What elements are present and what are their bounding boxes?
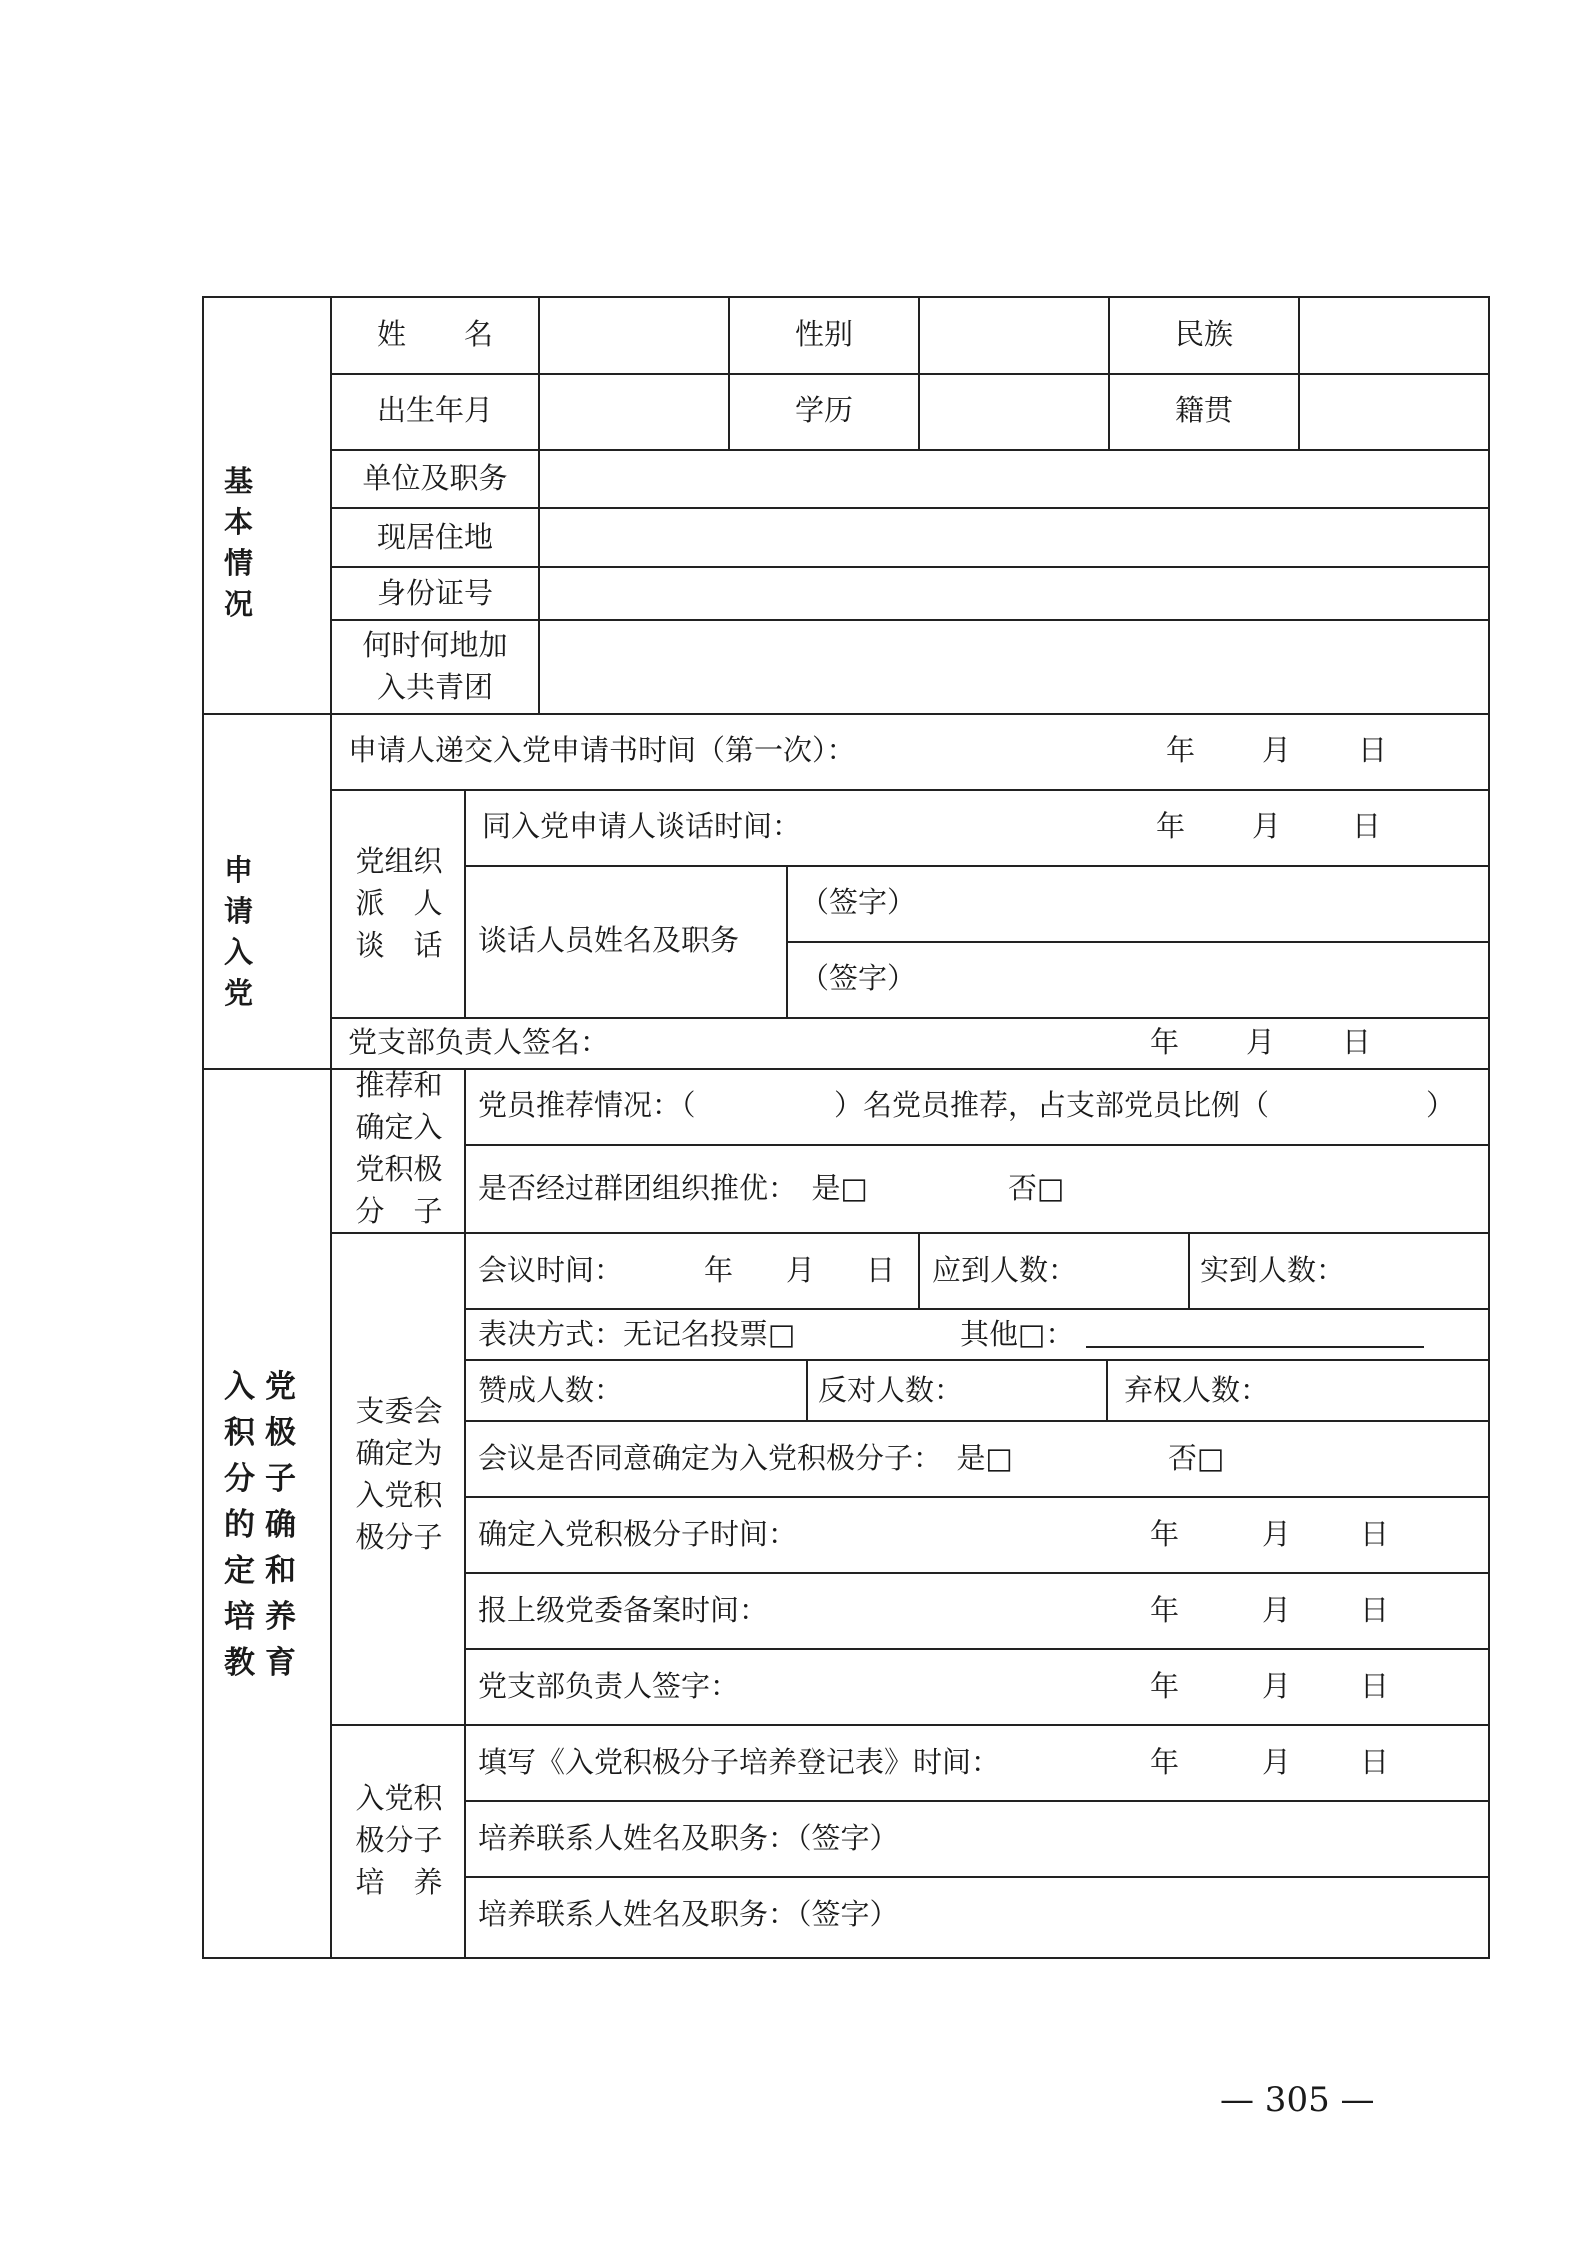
date-year: 年: [1150, 1517, 1180, 1551]
date-month: 月: [786, 1253, 816, 1287]
birth-label: 出生年月: [376, 393, 493, 427]
date-year: 年: [1150, 1025, 1180, 1059]
date-day: 日: [1342, 1025, 1372, 1059]
submit-time-label: 申请人递交入党申请书时间（第一次）：: [348, 733, 856, 767]
date-month: 月: [1262, 1593, 1292, 1627]
table-border-right: [1488, 296, 1490, 1959]
youth-league-label-line: 何时何地加: [362, 628, 508, 662]
date-day: 日: [1360, 1745, 1390, 1779]
recommend-label-line: 党积极: [355, 1152, 443, 1186]
row-line: [464, 1420, 1490, 1422]
actual-count-label: 实到人数：: [1200, 1253, 1346, 1287]
section-char: 定: [224, 1553, 255, 1589]
section-basic-info: 基本情况: [224, 464, 268, 621]
section-activist-col-2: [265, 1364, 296, 1686]
row-line: [464, 1876, 1490, 1878]
committee-branch-sign-label: 党支部负责人签字：: [478, 1669, 740, 1703]
date-year: 年: [1150, 1593, 1180, 1627]
date-month: 月: [1262, 1745, 1292, 1779]
row-line: [786, 941, 1490, 943]
gender-field[interactable]: [920, 298, 1108, 373]
date-month: 月: [1262, 1517, 1292, 1551]
native-place-field[interactable]: [1300, 375, 1488, 449]
youth-league-label: [332, 624, 538, 708]
section-char: 确: [265, 1507, 296, 1543]
section-char: 极: [265, 1415, 296, 1451]
table-border-top: [202, 296, 1490, 298]
committee-label-line: 支委会: [355, 1394, 443, 1428]
row-line: [464, 1496, 1490, 1498]
name-label: 姓 名: [376, 317, 493, 351]
recommend-label: [336, 1064, 462, 1232]
column-line: [918, 1232, 920, 1310]
meeting-agree-no[interactable]: 否□: [1168, 1441, 1225, 1475]
gender-label: 性别: [794, 317, 853, 351]
column-line: [1188, 1232, 1190, 1310]
section-party-application: 申请入党: [224, 853, 268, 1010]
member-recommend-a: 党员推荐情况：（: [478, 1088, 696, 1122]
recommend-label-line: 推荐和: [355, 1068, 443, 1102]
row-line: [330, 1232, 1490, 1234]
training-contact-1[interactable]: 培养联系人姓名及职务：（签字）: [478, 1821, 899, 1855]
section-char: 养: [265, 1599, 296, 1635]
date-month: 月: [1252, 809, 1282, 843]
training-contact-2[interactable]: 培养联系人姓名及职务：（签字）: [478, 1897, 899, 1931]
talk-group-label: [336, 840, 462, 966]
row-line: [464, 1308, 1490, 1310]
unit-position-label: 单位及职务: [362, 461, 508, 495]
vote-method-label[interactable]: 表决方式：无记名投票□: [478, 1317, 796, 1351]
table-border-left: [202, 296, 204, 1959]
youth-league-field[interactable]: [540, 621, 1488, 713]
committee-label: [336, 1390, 462, 1558]
youth-league-label-line: 入共青团: [376, 670, 493, 704]
expected-count-label: 应到人数：: [932, 1253, 1078, 1287]
member-recommend-c: ）: [1426, 1088, 1456, 1122]
row-line: [464, 1648, 1490, 1650]
row-line: [464, 1572, 1490, 1574]
committee-label-line: 极分子: [355, 1520, 443, 1554]
table-border-bottom: [202, 1957, 1490, 1959]
section-divider: [202, 713, 1490, 715]
section-char: 教: [224, 1645, 255, 1681]
training-label-line: 入党积: [355, 1781, 443, 1815]
column-line: [464, 1068, 466, 1959]
date-year: 年: [704, 1253, 734, 1287]
name-field[interactable]: [540, 298, 728, 373]
date-day: 日: [1360, 1593, 1390, 1627]
column-line: [1106, 1359, 1108, 1422]
section-char: 积: [224, 1415, 255, 1451]
vote-other-label[interactable]: 其他□：: [960, 1317, 1075, 1351]
date-month: 月: [1262, 1669, 1292, 1703]
votes-against-label: 反对人数：: [818, 1373, 964, 1407]
native-place-label: 籍贯: [1174, 393, 1233, 427]
date-month: 月: [1246, 1025, 1276, 1059]
row-line: [464, 865, 1490, 867]
committee-label-line: 确定为: [355, 1436, 443, 1470]
date-day: 日: [1352, 809, 1382, 843]
education-label: 学历: [794, 393, 853, 427]
row-line: [330, 1017, 1490, 1019]
section-activist-training: [224, 1364, 296, 1686]
talk-group-label-line: 党组织: [355, 844, 443, 878]
recommend-label-line: 分 子: [355, 1194, 443, 1228]
date-year: 年: [1150, 1745, 1180, 1779]
date-month: 月: [1262, 733, 1292, 767]
training-form-time-label: 填写《入党积极分子培养登记表》时间：: [478, 1745, 1001, 1779]
mass-org-recommend[interactable]: 是否经过群团组织推优： 是□: [478, 1171, 868, 1205]
date-year: 年: [1150, 1669, 1180, 1703]
meeting-agree-label[interactable]: 会议是否同意确定为入党积极分子： 是□: [478, 1441, 1013, 1475]
committee-label-line: 入党积: [355, 1478, 443, 1512]
section-char: 党: [265, 1369, 296, 1405]
education-field[interactable]: [920, 375, 1108, 449]
member-recommend-b: ）名党员推荐，占支部党员比例（: [834, 1088, 1270, 1122]
section-char: 分: [224, 1461, 255, 1497]
date-day: 日: [1358, 733, 1388, 767]
unit-position-field[interactable]: [540, 451, 1488, 507]
residence-field[interactable]: [540, 509, 1488, 566]
id-number-label: 身份证号: [376, 576, 493, 610]
section-char: 入: [224, 1369, 255, 1405]
talk-group-label-line: 谈 话: [355, 928, 443, 962]
row-line: [464, 1359, 1490, 1361]
birth-field[interactable]: [540, 375, 728, 449]
votes-for-label: 赞成人数：: [478, 1373, 624, 1407]
section-char: 子: [265, 1461, 296, 1497]
confirm-time-label: 确定入党积极分子时间：: [478, 1517, 798, 1551]
section-char: 培: [224, 1599, 255, 1635]
page-number: — 305 —: [1220, 2080, 1375, 2120]
vote-other-underline[interactable]: [1086, 1346, 1424, 1348]
training-label: [336, 1777, 462, 1903]
votes-abstain-label: 弃权人数：: [1124, 1373, 1270, 1407]
section-activist-col-1: [224, 1364, 255, 1686]
ethnicity-field[interactable]: [1300, 298, 1488, 373]
recommend-label-line: 确定入: [355, 1110, 443, 1144]
date-year: 年: [1166, 733, 1196, 767]
date-day: 日: [1360, 1669, 1390, 1703]
talk-time-label: 同入党申请人谈话时间：: [482, 809, 802, 843]
section-char: 和: [265, 1553, 296, 1589]
training-label-line: 培 养: [355, 1865, 443, 1899]
meeting-time-label: 会议时间：: [478, 1253, 624, 1287]
talk-group-label-line: 派 人: [355, 886, 443, 920]
residence-label: 现居住地: [376, 520, 493, 554]
column-line: [464, 789, 466, 1019]
talker-signature-2[interactable]: （签字）: [800, 961, 917, 995]
report-time-label: 报上级党委备案时间：: [478, 1593, 769, 1627]
column-line: [806, 1359, 808, 1422]
training-label-line: 极分子: [355, 1823, 443, 1857]
mass-org-recommend-no[interactable]: 否□: [1008, 1171, 1065, 1205]
date-day: 日: [1360, 1517, 1390, 1551]
row-line: [330, 1724, 1490, 1726]
date-day: 日: [866, 1253, 896, 1287]
section-char: 的: [224, 1507, 255, 1543]
branch-leader-sign-label: 党支部负责人签名：: [348, 1025, 610, 1059]
row-line: [330, 789, 1490, 791]
column-line: [786, 865, 788, 1019]
row-line: [464, 1800, 1490, 1802]
ethnicity-label: 民族: [1174, 317, 1233, 351]
talker-name-label: 谈话人员姓名及职务: [478, 923, 740, 957]
date-year: 年: [1156, 809, 1186, 843]
row-line: [464, 1144, 1490, 1146]
section-char: 育: [265, 1645, 296, 1681]
talker-signature-1[interactable]: （签字）: [800, 885, 917, 919]
id-number-field[interactable]: [540, 568, 1488, 619]
